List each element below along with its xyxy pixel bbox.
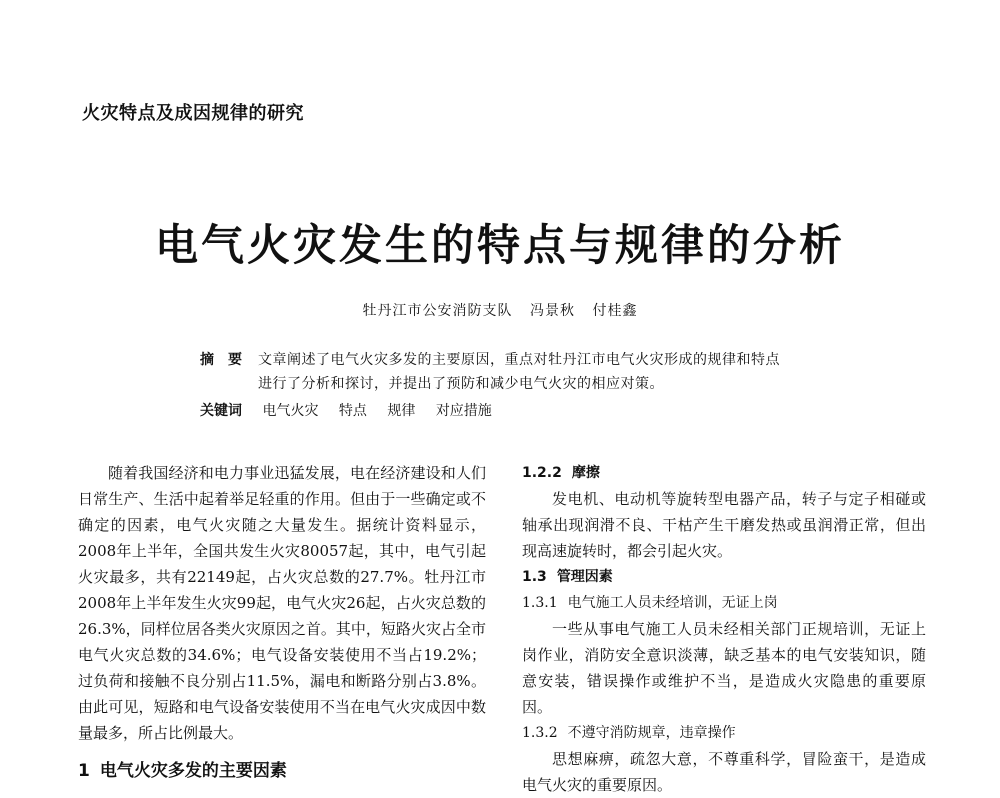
subsection-heading <box>522 460 926 486</box>
section-title: 电气火灾多发的主要因素 <box>99 761 287 781</box>
abstract-text: 文章阐述了电气火灾多发的主要原因，重点对牡丹江市电气火灾形成的规律和特点 <box>258 352 780 368</box>
subsection-title: 摩擦 <box>571 465 600 481</box>
left-column <box>78 460 486 784</box>
section-label: 火灾特点及成因规律的研究 <box>82 103 304 124</box>
section-heading <box>78 758 486 784</box>
subsection-number: 1.3.1 <box>522 595 558 611</box>
subsection-number: 1.3.2 <box>522 725 558 741</box>
intro-paragraph: 随着我国经济和电力事业迅猛发展，电在经济建设和人们日常生产、生活中起着举足轻重的作用。但由于一些确定或不确定的因素，电气火灾随之大量发生。据统计资料显示，2008年上半年，全国共发生火灾80057起，其中，电气引起火灾最多，共有22149起，占火灾总数的27.7%。牡丹江市2008年上半年发生火灾99起，电气火灾26起，占火灾总数的26.3%，同样位居各类火灾原因之首。其中，短路火灾占全市电气火灾总数的34.6%；电气设备安装使用不当占19.2%；过负荷和接触不良分别占11.5%，漏电和断路分别占3.8%。由此可见，短路和电气设备安装使用不当在电气火灾成因中数量最多，所占比例最大。 <box>78 464 486 742</box>
subsection-title: 不遵守消防规章，违章操作 <box>567 725 736 741</box>
affiliation: 牡丹江市公安消防支队 <box>362 303 513 319</box>
section-number: 1 <box>78 761 90 781</box>
author-name: 冯景秋 <box>530 303 575 319</box>
subsection-heading <box>522 590 926 616</box>
subsection-number: 1.2.2 <box>522 465 562 481</box>
abstract-label: 摘 要 <box>200 352 242 368</box>
article-title: 电气火灾发生的特点与规律的分析 <box>155 221 845 271</box>
author-name: 付桂鑫 <box>592 303 638 319</box>
subsection-number: 1.3 <box>522 569 547 585</box>
body-paragraph: 发电机、电动机等旋转型电器产品，转子与定子相碰或轴承出现润滑不良、干枯产生干磨发热或虽润滑正常，但出现高速旋转时，都会引起火灾。 <box>522 490 926 560</box>
subsection-title: 管理因素 <box>556 569 613 585</box>
keywords-label: 关键词 <box>200 403 242 419</box>
keyword: 对应措施 <box>435 403 492 419</box>
abstract <box>200 348 820 396</box>
subsection-heading <box>522 720 926 746</box>
keywords <box>200 399 820 423</box>
right-column <box>522 460 926 798</box>
abstract-text: 进行了分析和探讨，并提出了预防和减少电气火灾的相应对策。 <box>258 376 664 392</box>
subsection-title: 电气施工人员未经培训，无证上岗 <box>567 595 778 611</box>
body-paragraph: 一些从事电气施工人员未经相关部门正规培训，无证上岗作业，消防安全意识淡薄，缺乏基本的电气安装知识，随意安装，错误操作或维护不当，是造成火灾隐患的重要原因。 <box>522 620 926 716</box>
keyword: 特点 <box>338 403 367 419</box>
keyword: 规律 <box>387 403 416 419</box>
author-line <box>0 300 1000 320</box>
subsection-heading <box>522 564 926 590</box>
keyword: 电气火灾 <box>262 403 319 419</box>
body-paragraph: 思想麻痹，疏忽大意，不尊重科学，冒险蛮干，是造成电气火灾的重要原因。 <box>522 750 926 794</box>
